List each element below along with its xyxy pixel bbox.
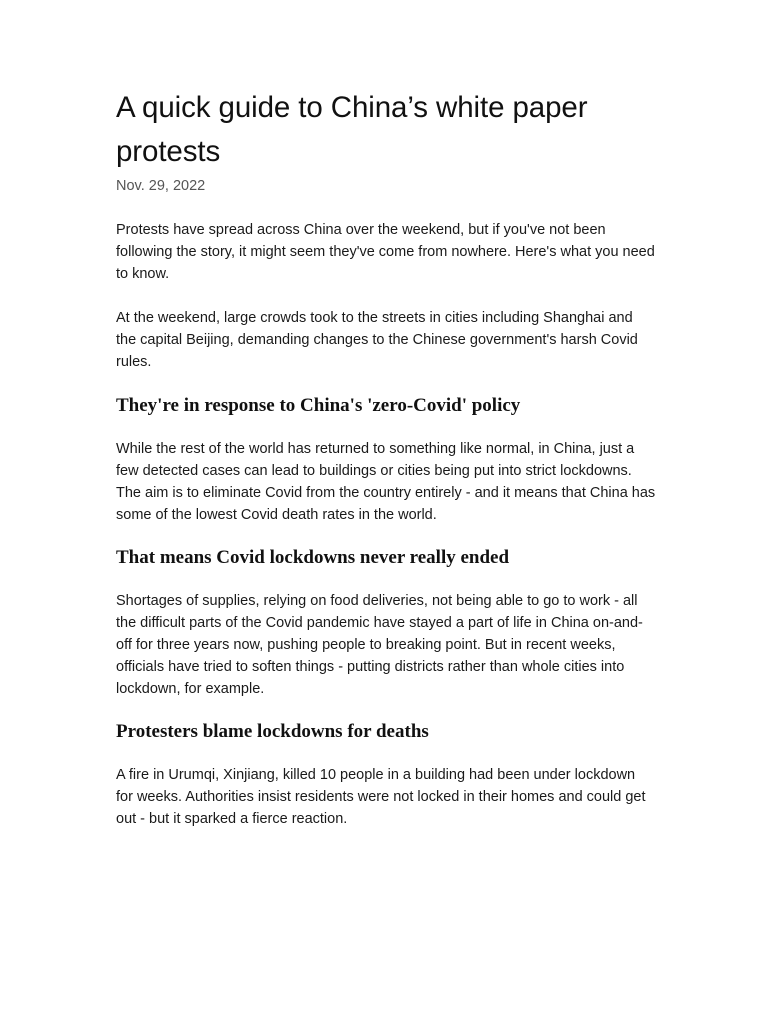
article: [116, 86, 656, 830]
article-paragraph: A fire in Urumqi, Xinjiang, killed 10 people in a building had been under lockdown for weeks. Authorities insist residents were not locked in their homes and could get out - but it sparked a fierce reaction.: [116, 767, 646, 827]
section-heading: They're in response to China's 'zero-Covid' policy: [116, 395, 521, 416]
article-paragraph: At the weekend, large crowds took to the streets in cities including Shanghai and the capital Beijing, demanding changes to the Chinese government's harsh Covid rules.: [116, 310, 638, 370]
section-heading: Protesters blame lockdowns for deaths: [116, 721, 429, 742]
article-date: Nov. 29, 2022: [116, 178, 206, 194]
section-heading: That means Covid lockdowns never really ended: [116, 547, 510, 568]
article-paragraph: Protests have spread across China over the weekend, but if you've not been following the story, it might seem they've come from nowhere. Here's what you need to know.: [116, 222, 655, 282]
article-title: A quick guide to China’s white paper protests: [116, 91, 588, 168]
article-paragraph: Shortages of supplies, relying on food deliveries, not being able to go to work - all the difficult parts of the Covid pandemic have stayed a part of life in China on-and-off for three years now, pushing people to breaking point. But in recent weeks, officials have tried to soften things - putting districts rather than whole cities into lockdown, for example.: [116, 593, 643, 697]
article-paragraph: While the rest of the world has returned to something like normal, in China, just a few detected cases can lead to buildings or cities being put into strict lockdowns. The aim is to eliminate Covid from the country entirely - and it means that China has some of the lowest Covid death rates in the world.: [116, 441, 656, 523]
